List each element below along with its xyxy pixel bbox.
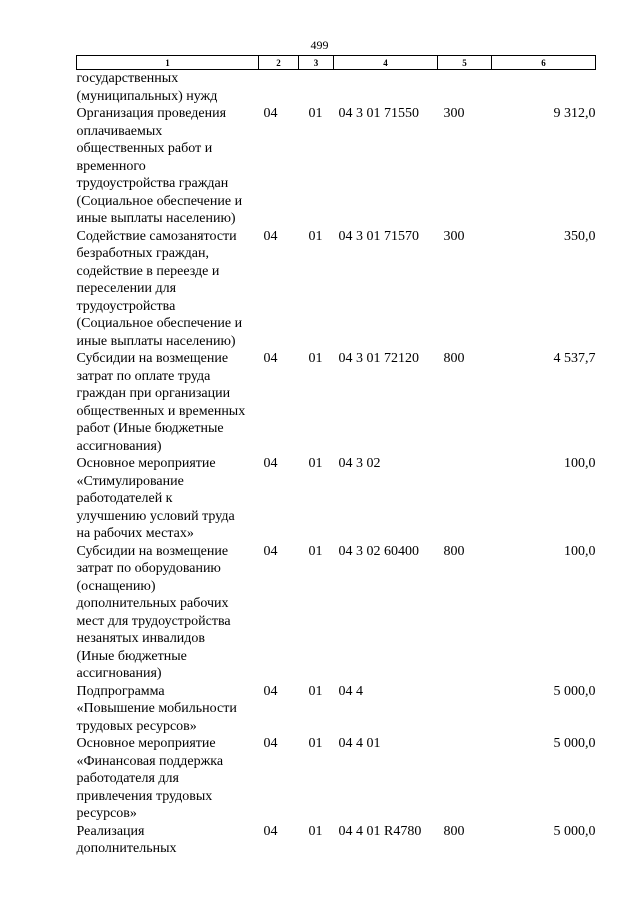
row-name: Подпрограмма «Повышение мобильности трудовых ресурсов»: [76, 683, 237, 734]
header-cell: 3: [299, 56, 334, 70]
section-code: 04: [263, 351, 278, 366]
expense-type-code: 800: [443, 543, 465, 559]
expense-type-code: 800: [443, 823, 465, 839]
amount: 9 312,0: [553, 106, 596, 121]
target-article-code: [334, 70, 438, 106]
target-article-code: 04 3 02 60400: [338, 543, 419, 559]
expense-type-code: 300: [443, 228, 465, 244]
amount: 5 000,0: [553, 823, 596, 839]
amount: 350,0: [564, 228, 596, 244]
expense-type-code: [438, 735, 492, 823]
header-cell: 4: [334, 56, 438, 70]
row-name: Организация проведения оплачиваемых общественных работ и временного трудоустройства граждан (Социальное обеспечение и иные выплаты населению): [76, 106, 243, 226]
table-row: [77, 735, 596, 823]
target-article-code: 04 3 01 71570: [338, 228, 419, 244]
amount: 5 000,0: [553, 736, 596, 751]
expense-type-code: [438, 70, 492, 106]
section-code: 04: [263, 106, 278, 121]
target-article-code: 04 3 01 71550: [338, 106, 419, 121]
subsection-code: 01: [308, 683, 323, 699]
table-row: [77, 228, 596, 351]
amount: [492, 70, 596, 106]
amount: 100,0: [564, 543, 596, 559]
row-name: государственных (муниципальных) нужд: [76, 71, 218, 104]
section-code: 04: [263, 543, 278, 559]
section-code: 04: [263, 456, 278, 471]
section-code: 04: [263, 736, 278, 751]
row-name: Основное мероприятие «Стимулирование работодателей к улучшению условий труда на рабочих местах»: [76, 456, 235, 541]
table-row: [77, 70, 596, 106]
expense-type-code: 800: [443, 351, 465, 366]
expense-type-code: [438, 683, 492, 736]
expense-type-code: [438, 455, 492, 543]
header-cell: 2: [259, 56, 299, 70]
table-row: [77, 455, 596, 543]
subsection-code: [299, 70, 334, 106]
row-name: Субсидии на возмещение затрат по оборудованию (оснащению) дополнительных рабочих мест для трудоустройства незанятых инвалидов (Иные бюджетные ассигнования): [76, 543, 231, 681]
row-name: Основное мероприятие «Финансовая поддержка работодателя для привлечения трудовых ресурсов»: [76, 736, 224, 821]
page-number: 499: [310, 38, 329, 52]
target-article-code: 04 3 01 72120: [338, 351, 419, 366]
target-article-code: 04 4: [338, 683, 363, 699]
table-row: [77, 543, 596, 683]
table-row: [77, 350, 596, 455]
subsection-code: 01: [308, 456, 323, 471]
table-row: [77, 105, 596, 228]
header-row: [77, 56, 596, 70]
subsection-code: 01: [308, 106, 323, 121]
target-article-code: 04 3 02: [338, 456, 381, 471]
table-row: [77, 683, 596, 736]
budget-table: [76, 55, 596, 858]
amount: 4 537,7: [553, 351, 596, 366]
subsection-code: 01: [308, 543, 323, 559]
section-code: 04: [263, 228, 278, 244]
target-article-code: 04 4 01 R4780: [338, 823, 422, 839]
table-row: [77, 823, 596, 858]
subsection-code: 01: [308, 351, 323, 366]
row-name: Содействие самозанятости безработных граждан, содействие в переезде и переселении для трудоустройства (Социальное обеспечение и иные выплаты населению): [76, 228, 243, 349]
row-name: Реализация дополнительных: [76, 823, 177, 856]
header-cell: 1: [77, 56, 259, 70]
subsection-code: 01: [308, 823, 323, 839]
subsection-code: 01: [308, 736, 323, 751]
amount: 100,0: [564, 456, 596, 471]
subsection-code: 01: [308, 228, 323, 244]
section-code: [259, 70, 299, 106]
amount: 5 000,0: [553, 683, 596, 699]
row-name: Субсидии на возмещение затрат по оплате труда граждан при организации общественных и временных работ (Иные бюджетные ассигнования): [76, 351, 246, 454]
section-code: 04: [263, 823, 278, 839]
header-cell: 5: [438, 56, 492, 70]
expense-type-code: 300: [443, 106, 465, 121]
header-cell: 6: [492, 56, 596, 70]
section-code: 04: [263, 683, 278, 699]
target-article-code: 04 4 01: [338, 736, 381, 751]
